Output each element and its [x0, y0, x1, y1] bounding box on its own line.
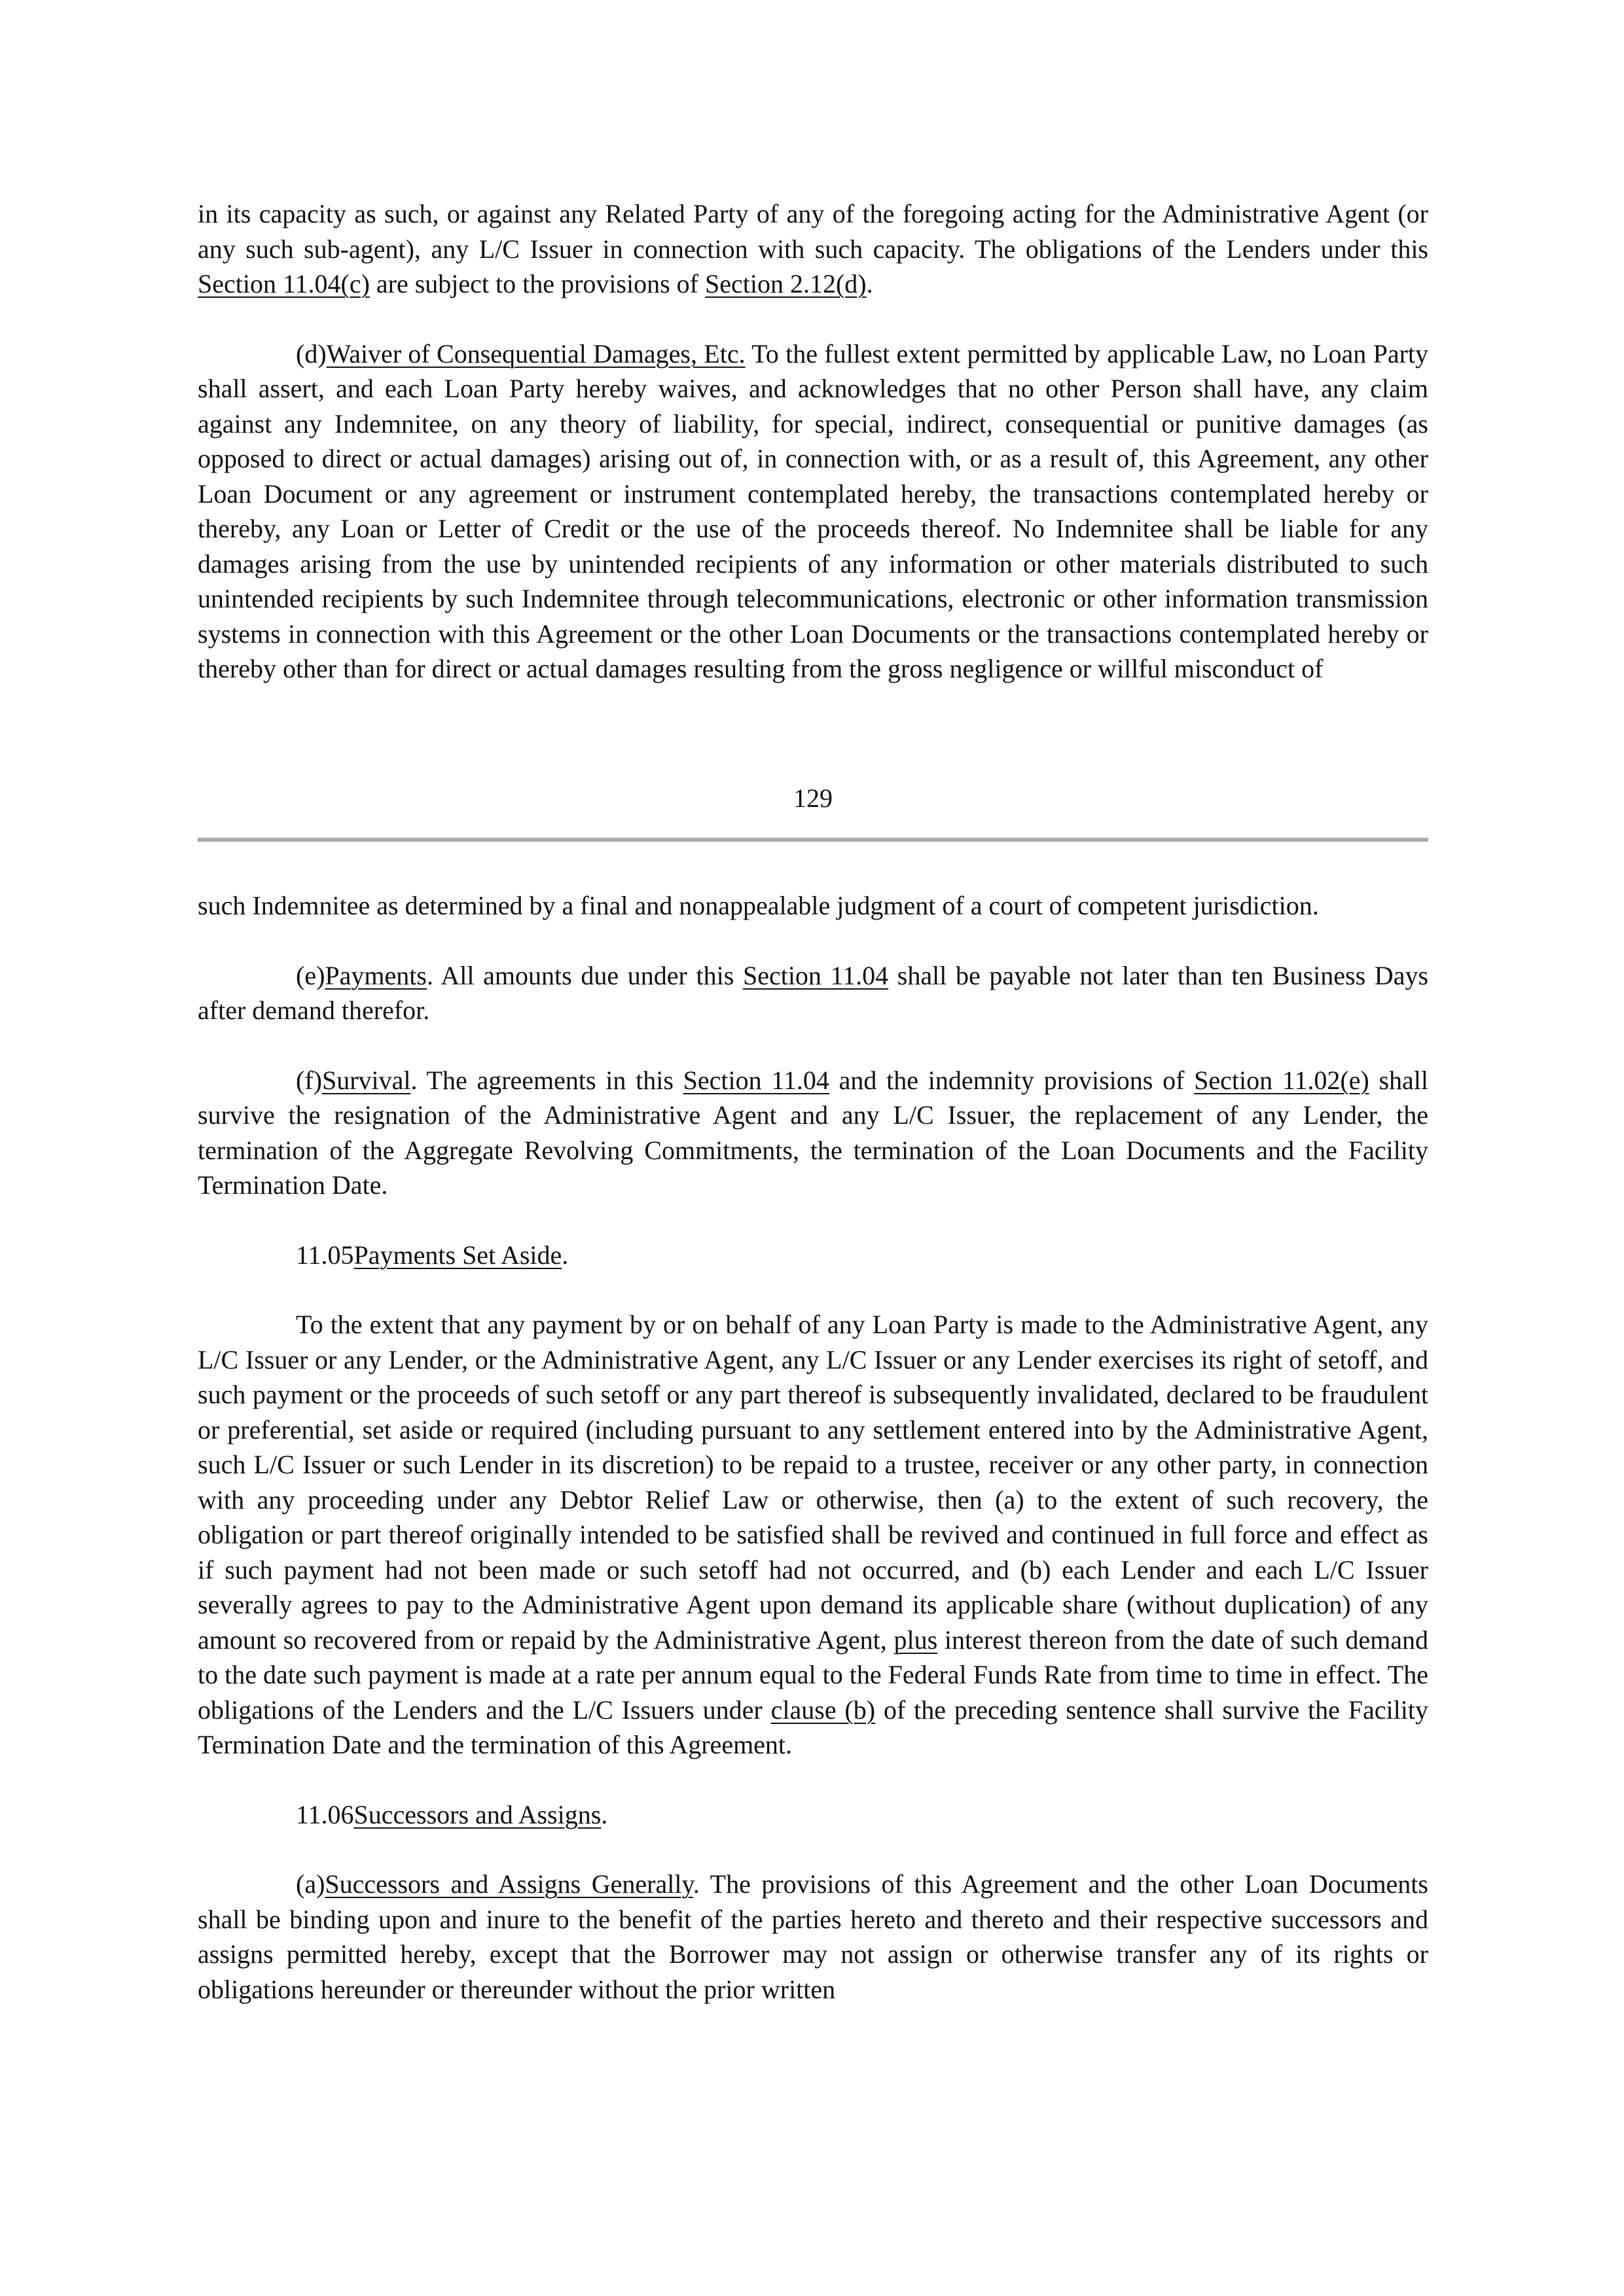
clause-number: (e) — [296, 960, 325, 990]
section-reference: Section 11.02(e) — [1194, 1065, 1369, 1095]
paragraph-a — [198, 1867, 1428, 2007]
paragraph-text: . The provisions of this Agreement and the other Loan Documents shall be binding upon and inure to the benefit of the parties hereto and thereto and their respective successors and assigns permitted hereby, except that the Borrower may not assign or otherwise transfer any of its rights or obligations hereunder or thereunder without the prior written — [198, 1869, 1428, 2004]
section-title: Successors and Assigns — [353, 1799, 602, 1829]
paragraph-text: . The agreements in this — [410, 1065, 683, 1095]
paragraph-text: . — [866, 269, 873, 298]
punctuation: . — [562, 1240, 569, 1270]
page-129-body — [198, 196, 1428, 687]
paragraph-continued: such Indemnitee as determined by a final and nonappealable judgment of a court of competent jurisdiction. — [198, 891, 1319, 920]
paragraph-continued — [198, 196, 1428, 302]
paragraph-d — [198, 336, 1428, 687]
paragraph-text: . All amounts due under this — [426, 960, 743, 990]
paragraph-text: in its capacity as such, or against any Related Party of any of the foregoing acting for the Administrative Agent (or any such sub-agent), any L/C Issuer in connection with such capacity. The obligations of the Lenders under this — [198, 199, 1428, 264]
paragraph-text: shall be payable not later than ten Business Days after demand therefor. — [198, 960, 1429, 1025]
page-number: 129 — [793, 783, 833, 813]
paragraph-text: of the preceding sentence shall survive the Facility Termination Date and the termination of this Agreement. — [198, 1695, 1428, 1759]
page-130-body — [198, 888, 1428, 2007]
section-reference: Section 11.04 — [683, 1065, 829, 1095]
paragraph-text: are subject to the provisions of — [369, 269, 705, 298]
clause-reference: clause (b) — [770, 1695, 876, 1725]
section-number: 11.05 — [296, 1240, 354, 1270]
paragraph-f — [198, 1063, 1428, 1203]
paragraph-text: interest thereon from the date of such demand to the date such payment is made at a rate per annum equal to the Federal Funds Rate from time to time in effect. The obligations of the Lenders and the L/C Issuers under — [198, 1624, 1428, 1725]
clause-title: Waiver of Consequential Damages, Etc. — [326, 338, 746, 368]
paragraph-11-05 — [198, 1307, 1428, 1763]
clause-number: (f) — [296, 1065, 322, 1095]
paragraph-text: To the fullest extent permitted by applicable Law, no Loan Party shall assert, and each Loan Party hereby waives, and acknowledges that no other Person shall have, any claim against any Indemnitee, on any theory of liability, for special, indirect, consequential or punitive damages (as opposed to direct or actual damages) arising out of, in connection with, or as a result of, this Agreement, any other Loan Document or any agreement or instrument contemplated hereby, the transactions contemplated hereby or thereby, any Loan or Letter of Credit or the use of the proceeds thereof. No Indemnitee shall be liable for any damages arising from the use by unintended recipients of any information or other materials distributed to such unintended recipients by such Indemnitee through telecommunications, electronic or other information transmission systems in connection with this Agreement or the other Loan Documents or the transactions contemplated hereby or thereby other than for direct or actual damages resulting from the gross negligence or willful misconduct of — [198, 338, 1429, 683]
section-reference: Section 11.04(c) — [198, 269, 370, 298]
section-heading-11-05 — [198, 1238, 1428, 1273]
paragraph-text: To the extent that any payment by or on behalf of any Loan Party is made to the Administrative Agent, any L/C Issuer or any Lender, or the Administrative Agent, any L/C Issuer or any Lender exercises its right of setoff, and such payment or the proceeds of such setoff or any part thereof is subsequently invalidated, declared to be fraudulent or preferential, set aside or required (including pursuant to any settlement entered into by the Administrative Agent, such L/C Issuer or such Lender in its discretion) to be repaid to a trustee, receiver or any other party, in connection with any proceeding under any Debtor Relief Law or otherwise, then (a) to the extent of such recovery, the obligation or part thereof originally intended to be satisfied shall be revived and continued in full force and effect as if such payment had not been made or such setoff had not occurred, and (b) each Lender and each L/C Issuer severally agrees to pay to the Administrative Agent upon demand its applicable share (without duplication) of any amount so recovered from or repaid by the Administrative Agent, — [198, 1310, 1428, 1655]
emphasis-term: plus — [893, 1624, 938, 1655]
section-title: Payments Set Aside — [353, 1240, 562, 1270]
paragraph-text: shall survive the resignation of the Administrative Agent and any L/C Issuer, the replacement of any Lender, the termination of the Aggregate Revolving Commitments, the termination of the Loan Documents and the Facility Termination Date. — [198, 1065, 1429, 1200]
section-reference: Section 11.04 — [742, 960, 889, 990]
page-divider — [198, 838, 1428, 842]
clause-title: Successors and Assigns Generally — [325, 1869, 693, 1899]
section-reference: Section 2.12(d) — [705, 269, 867, 298]
section-heading-11-06 — [198, 1797, 1428, 1833]
paragraph-e — [198, 958, 1428, 1028]
paragraph-text: and the indemnity provisions of — [829, 1065, 1195, 1095]
punctuation: . — [601, 1799, 608, 1829]
clause-title: Survival — [321, 1065, 411, 1095]
clause-number: (d) — [296, 338, 327, 368]
section-number: 11.06 — [296, 1799, 354, 1829]
clause-title: Payments — [325, 960, 427, 990]
clause-number: (a) — [296, 1869, 325, 1899]
